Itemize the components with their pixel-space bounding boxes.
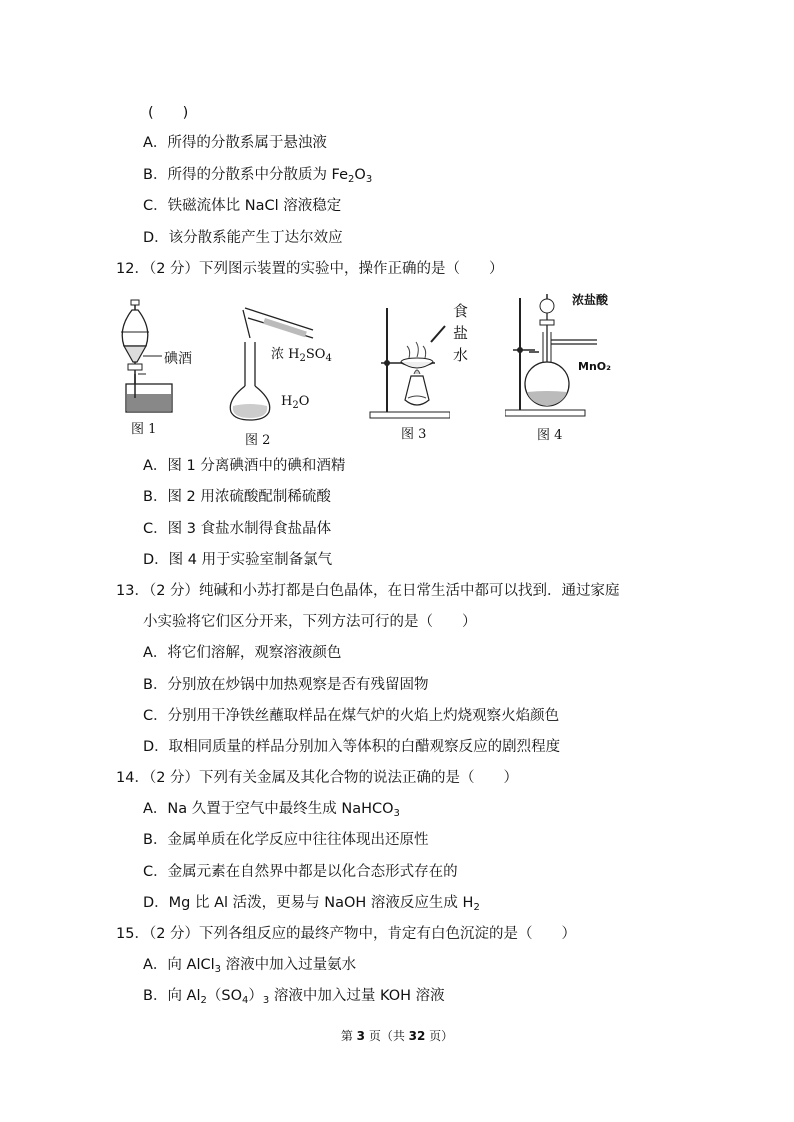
- fig4-chlorine-generator: [505, 292, 615, 422]
- q14-stem: 14．（2 分）下列有关金属及其化合物的说法正确的是（ ）: [116, 770, 519, 786]
- q11-option-c: C．铁磁流体比 NaCl 溶液稳定: [143, 198, 342, 214]
- page-footer: 第 3 页（共 32 页）: [340, 1029, 454, 1043]
- q14-option-c: C．金属元素在自然界中都是以化合态形式存在的: [143, 864, 458, 880]
- q12-stem: 12．（2 分）下列图示装置的实验中，操作正确的是（ ）: [116, 261, 504, 277]
- fig1-caption: 图 1: [131, 422, 157, 437]
- q11-bracket: ( ): [148, 105, 189, 121]
- fig2-label-acid: 浓 $H_2SO_4$: [271, 347, 332, 364]
- q12-option-d: D．图 4 用于实验室制备氯气: [143, 552, 333, 568]
- fig2-caption: 图 2: [245, 433, 271, 448]
- q12-option-b: B．图 2 用浓硫酸配制稀硫酸: [143, 489, 331, 505]
- fig3-caption: 图 3: [401, 427, 427, 442]
- q15-stem: 15．（2 分）下列各组反应的最终产物中，肯定有白色沉淀的是（ ）: [116, 926, 577, 942]
- q13-option-b: B．分别放在炒锅中加热观察是否有残留固物: [143, 677, 429, 693]
- fig4-caption: 图 4: [537, 428, 563, 443]
- fig2-label-water: $H_2O$: [281, 394, 310, 411]
- q14-option-a: A．Na 久置于空气中最终生成 NaHCO$_3$: [143, 801, 400, 819]
- fig4-label-mno2: MnO₂: [578, 360, 611, 373]
- q15-option-a: A．向 AlCl$_3$ 溶液中加入过量氨水: [143, 957, 357, 975]
- fig3-evaporation-setup: [365, 302, 450, 422]
- q11-option-a: A．所得的分散系属于悬浊液: [143, 135, 327, 151]
- q15-option-b: B．向 $Al_2(SO_4)_3$ 溶液中加入过量 KOH 溶液: [143, 988, 445, 1006]
- q13-option-a: A．将它们溶解，观察溶液颜色: [143, 645, 342, 661]
- q12-option-c: C．图 3 食盐水制得食盐晶体: [143, 521, 332, 537]
- fig3-label: 食 盐 水: [453, 302, 469, 364]
- q14-option-d: D．Mg 比 Al 活泼，更易与 NaOH 溶液反应生成 $H_2$: [143, 895, 480, 913]
- fig1-label: 碘酒: [164, 351, 192, 367]
- q13-stem-line1: 13．（2 分）纯碱和小苏打都是白色晶体，在日常生活中都可以找到．通过家庭: [116, 583, 620, 599]
- q13-option-c: C．分别用干净铁丝蘸取样品在煤气炉的火焰上灼烧观察火焰颜色: [143, 708, 560, 724]
- q13-stem-line2: 小实验将它们区分开来，下列方法可行的是（ ）: [143, 614, 477, 630]
- q11-option-d: D．该分散系能产生丁达尔效应: [143, 230, 343, 246]
- fig1-separatory-funnel: [110, 298, 220, 448]
- q12-option-a: A．图 1 分离碘酒中的碘和酒精: [143, 458, 346, 474]
- q11-option-b: B．所得的分散系中分散质为 $Fe_2O_3$: [143, 167, 373, 185]
- fig2-volumetric-flask: [225, 300, 325, 430]
- q13-option-d: D．取相同质量的样品分别加入等体积的白醋观察反应的剧烈程度: [143, 739, 561, 755]
- fig4-label-hcl: 浓盐酸: [572, 293, 609, 307]
- q14-option-b: B．金属单质在化学反应中往往体现出还原性: [143, 832, 429, 848]
